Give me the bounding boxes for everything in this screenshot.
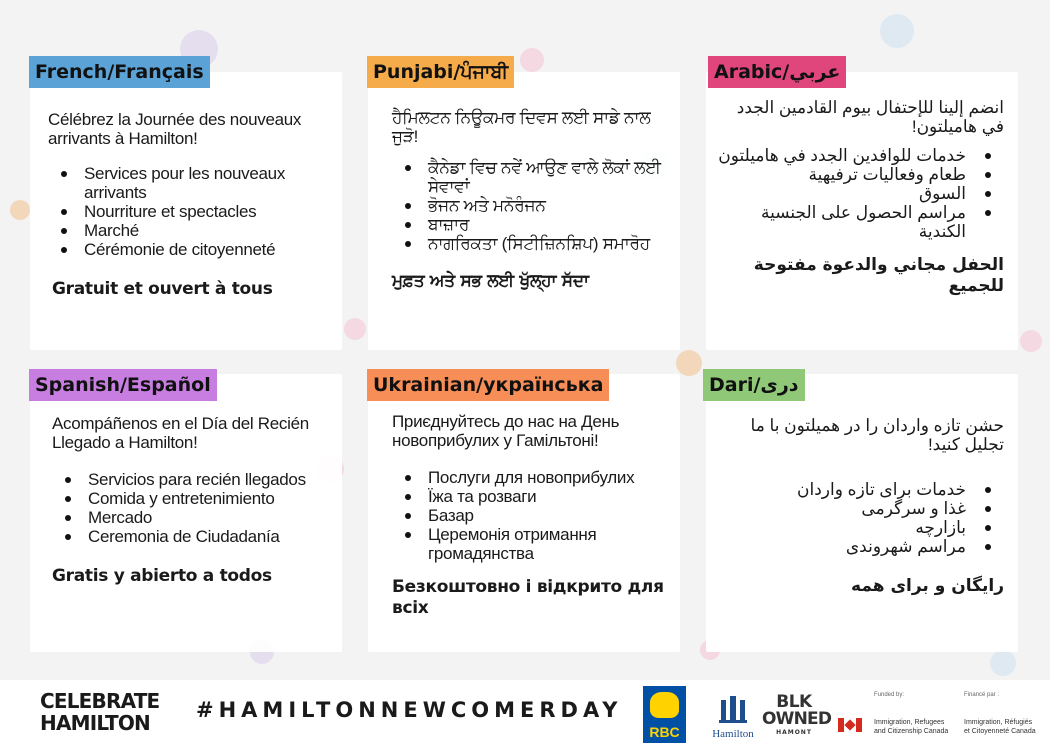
confetti-dot (880, 14, 914, 48)
list-item: مراسم الحصول على الجنسية الكندية (718, 203, 1004, 241)
blk-owned-logo: BLK OWNED HAMONT (762, 692, 832, 736)
list-item: Servicios para recién llegados (52, 470, 334, 489)
funded-by-label: Funded by: (874, 692, 905, 698)
list-item: غذا و سرگرمی (718, 499, 1004, 518)
list-item: ਕੈਨੇਡਾ ਵਿਚ ਨਵੇਂ ਆਉਣ ਵਾਲੇ ਲੋਕਾਂ ਲਈ ਸੇਵਾਵਾਂ (392, 158, 668, 196)
rbc-lion-icon (650, 692, 679, 718)
card-intro: انضم إلينا للإحتفال بيوم القادمين الجدد في هاميلتون! (736, 98, 1004, 136)
footer-bar (0, 680, 1050, 750)
list-item: مراسم شهروندی (718, 537, 1004, 556)
card-list (718, 480, 1004, 556)
ircc-english: Immigration, Refugees and Citizenship Canada (874, 719, 949, 735)
tag-dari: Dari/دری (703, 369, 805, 401)
list-item: طعام وفعاليات ترفيهية (718, 165, 1004, 184)
card-closing: الحفل مجاني والدعوة مفتوحة للجميع (753, 255, 1004, 296)
list-item: خدمات للوافدين الجدد في هاميلتون (718, 146, 1004, 165)
confetti-dot (676, 350, 702, 376)
card-dari (706, 374, 1018, 652)
card-spanish (30, 374, 342, 652)
list-item: Comida y entretenimiento (52, 489, 334, 508)
card-closing: Безкоштовно і відкрито для всіх (392, 577, 664, 618)
hamilton-arch-icon (718, 694, 748, 724)
celebrate-hamilton-logo: CELEBRATE HAMILTON (40, 689, 160, 735)
list-item: Ceremonia de Ciudadanía (52, 527, 334, 546)
card-intro: Acompáñenos en el Día del Recién Llegado a Hamilton! (52, 414, 309, 452)
card-intro: ਹੈਮਿਲਟਨ ਨਿਊਕਮਰ ਦਿਵਸ ਲਈ ਸਾਡੇ ਨਾਲ ਜੁੜੋ! (392, 108, 651, 146)
canada-flag-icon (838, 718, 862, 732)
list-item: Nourriture et spectacles (48, 202, 330, 221)
card-closing: رایگان و برای همه (851, 576, 1004, 596)
list-item: خدمات برای تازه واردان (718, 480, 1004, 499)
card-intro: حشن تازه واردان را در همیلتون با ما تجلیل کنید! (750, 416, 1004, 454)
tag-french: French/Français (29, 56, 210, 88)
tag-spanish: Spanish/Español (29, 369, 217, 401)
confetti-dot (1020, 330, 1042, 352)
confetti-dot (520, 48, 544, 72)
list-item: Marché (48, 221, 330, 240)
list-item: Послуги для новоприбулих (392, 468, 674, 487)
tag-arabic: Arabic/عربي (708, 56, 846, 88)
list-item: Їжа та розваги (392, 487, 674, 506)
list-item: ਭੋਜਨ ਅਤੇ ਮਨੋਰੰਜਨ (392, 196, 668, 215)
rbc-logo: RBC (643, 686, 686, 743)
card-list (718, 146, 1004, 241)
card-ukrainian (368, 374, 680, 652)
card-list (48, 164, 330, 259)
tag-punjabi: Punjabi/ਪੰਜਾਬੀ (367, 56, 514, 88)
card-list (52, 470, 334, 546)
confetti-dot (10, 200, 30, 220)
card-closing: ਮੁਫ਼ਤ ਅਤੇ ਸਭ ਲਈ ਖੁੱਲ੍ਹਾ ਸੱਦਾ (392, 271, 589, 291)
list-item: Mercado (52, 508, 334, 527)
finance-par-label: Financé par : (964, 692, 1000, 698)
list-item: ਬਾਜ਼ਾਰ (392, 215, 668, 234)
card-punjabi (368, 72, 680, 350)
list-item: السوق (718, 184, 1004, 203)
list-item: بازارچه (718, 518, 1004, 537)
list-item: Церемонія отримання громадянства (392, 525, 674, 563)
hamilton-logo: Hamilton (710, 694, 756, 744)
list-item: ਨਾਗਰਿਕਤਾ (ਸਿਟੀਜ਼ਿਨਸ਼ਿਪ) ਸਮਾਰੋਹ (392, 234, 668, 253)
card-intro: Приєднуйтесь до нас на День новоприбулих у Гамільтоні! (392, 412, 620, 450)
confetti-dot (344, 318, 366, 340)
card-closing: Gratuit et ouvert à tous (52, 279, 273, 299)
confetti-dot (990, 650, 1016, 676)
card-list (392, 468, 674, 563)
list-item: Services pour les nouveaux arrivants (48, 164, 330, 202)
list-item: Cérémonie de citoyenneté (48, 240, 330, 259)
list-item: Базар (392, 506, 674, 525)
card-list (392, 158, 668, 253)
card-french (30, 72, 342, 350)
card-closing: Gratis y abierto a todos (52, 566, 272, 586)
ircc-french: Immigration, Réfugiés et Citoyenneté Canada (964, 719, 1036, 735)
tag-ukrainian: Ukrainian/українська (367, 369, 609, 401)
card-intro: Célébrez la Journée des nouveaux arrivants à Hamilton! (48, 110, 302, 148)
hashtag: #HAMILTONNEWCOMERDAY (196, 698, 623, 722)
card-arabic (706, 72, 1018, 350)
